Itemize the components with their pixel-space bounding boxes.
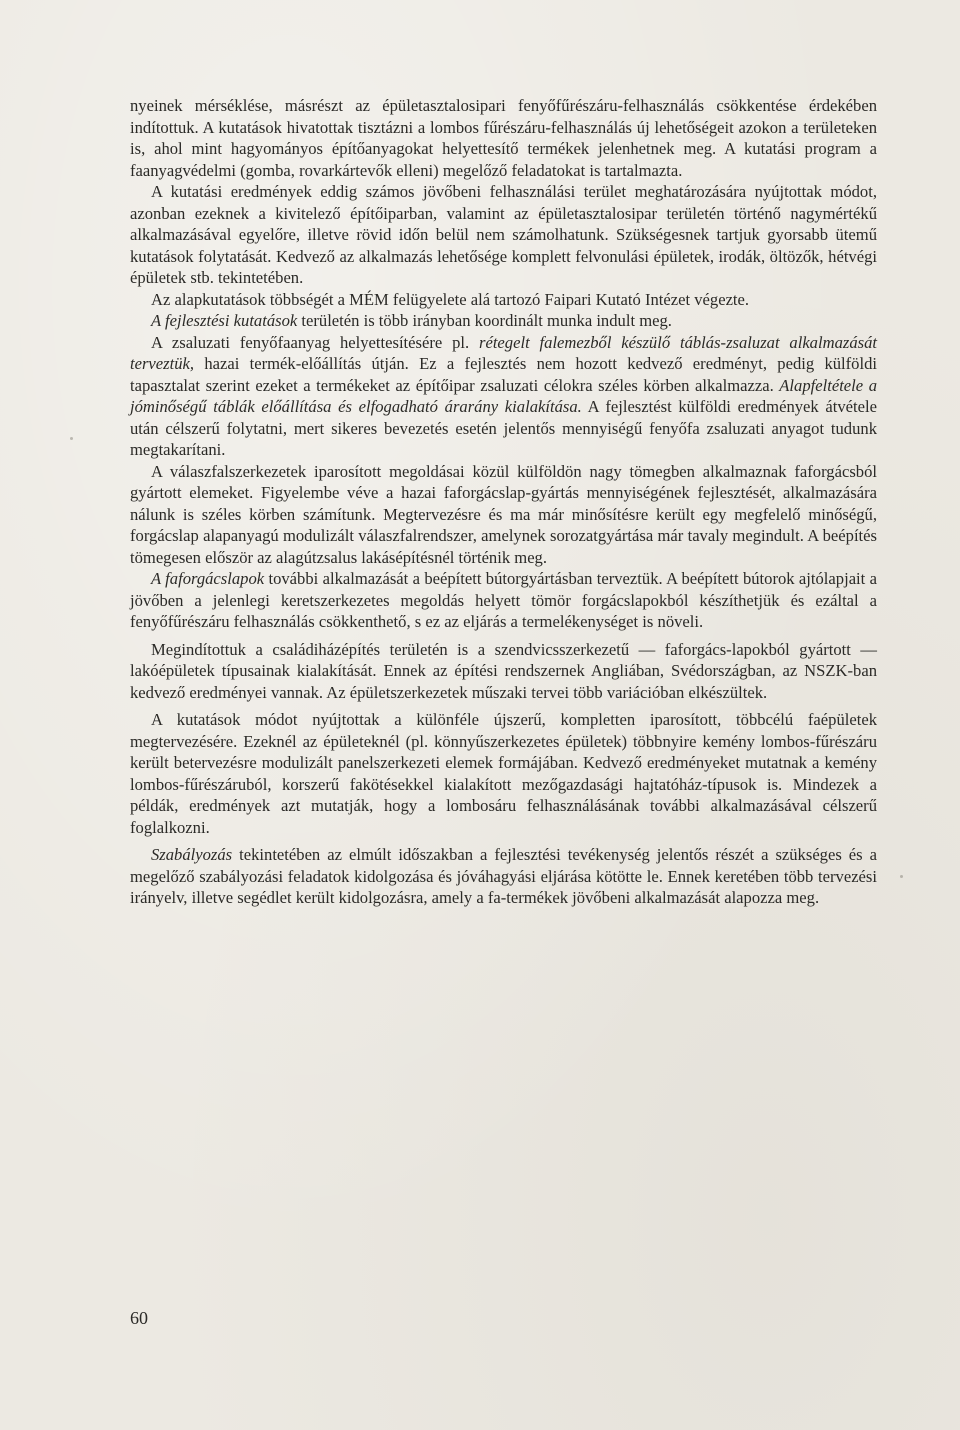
page-number: 60 — [130, 1308, 148, 1328]
italic-text-run: Szabályozás — [151, 845, 233, 864]
body-text — [130, 95, 877, 909]
italic-text-run: Alapfeltétele a jóminőségű táblák előállítása és elfogadható árarány kialakítása. — [130, 375, 877, 416]
italic-text-run: A fejlesztési kutatások — [151, 311, 298, 330]
paragraph — [130, 332, 877, 461]
paper-speck — [900, 875, 903, 878]
paragraph — [130, 95, 877, 181]
text-run: Az alapkutatások többségét a MÉM felügyelete alá tartozó Faipari Kutató Intézet végezte. — [151, 289, 750, 309]
text-run: hazai termék-előállítás útján. Ez a fejlesztés nem hozott kedvező eredményt, pedig külföldi tapasztalat szerint ezeket a termékeket az építőipar zsaluzati célokra széles körben alkalmazza. — [130, 354, 877, 395]
paper-speck — [70, 437, 73, 440]
text-run: A kutatási eredmények eddig számos jövőbeni felhasználási terület meghatározására nyújtottak módot, azonban ezeknek a kivitelező építőiparban, valamint az épületasztalosipar területén történő nagymértékű alkalmazásával egyelőre, illetve rövid időn belül nem számolhatunk. Szükségesnek tartjuk gyorsabb ütemű kutatások folytatását. Kedvező az alkalmazás lehetősége komplett felvonulási épületek, irodák, öltözők, hétvégi épületek stb. tekintetében. — [130, 182, 877, 287]
text-run: A válaszfalszerkezetek iparosított megoldásai közül külföldön nagy tömegben alkalmaznak faforgácsból gyártott elemeket. Figyelembe véve a hazai faforgácslap-gyártás mennyiségének fejlesztését, alkalmazására nálunk is széles körben számítunk. Megtervezésre és ma már minősítésre került egy megfelelő minőségű, forgácslap alapanyagú modulizált válaszfalrendszer, amelynek sorozatgyártása már tavaly megindult. A beépítés tömegesen először az alagútzsalus lakásépítésnél történik meg. — [130, 461, 877, 567]
text-run: tekintetében az elmúlt időszakban a fejlesztési tevékenység jelentős részét a szükséges és a megelőző szabályozási feladatok kidolgozása és jóváhagyási eljárása kötötte le. Ennek keretében több tervezési irányelv, illetve segédlet került kidolgozásra, amely a fa-termékek jövőbeni alkalmazását alapozza meg. — [130, 845, 877, 907]
text-run: A kutatások módot nyújtottak a különféle újszerű, kompletten iparosított, többcélú faépületek megtervezésére. Ezeknél az épületeknél (pl. könnyűszerkezetes épületek) többnyire kemény lombos-fűrészáru került betervezésre modulizált panelszerkezeti elemek formájában. Kedvező eredményeket mutatnak a kemény lombos-fűrészáruból, korszerű fakötésekkel kialakított mezőgazdasági hajtatóház-típusok is. Mindezek a példák, eredmények azt mutatják, hogy a lombosáru felhasználásának további alkalmazásával célszerű foglalkozni. — [130, 710, 877, 837]
text-run: további alkalmazását a beépített bútorgyártásban terveztük. A beépített bútorok ajtólapjait a jövőben a jelenlegi keretszerkezetes megoldás helyett tömör forgácslapokból készíthetjük és ezáltal a fenyőfűrészáru felhasználás csökkenthető, s ez az eljárás a termelékenységet is növeli. — [130, 569, 877, 631]
paragraph — [130, 310, 877, 332]
paragraph — [130, 568, 877, 633]
paragraph — [130, 461, 877, 569]
text-run: A fejlesztést külföldi eredmények átvétele után célszerű folytatni, mert sikeres bevezetés esetén jelentős mennyiségű fenyőfa zsaluzati anyagot tudunk megtakarítani. — [130, 397, 877, 459]
text-run: Megindítottuk a családiházépítés területén is a szendvicsszerkezetű — faforgács-lapokból gyártott — lakóépületek típusainak kialakítását. Ennek az építési rendszernek Angliában, Svédországban, az NSZK-ban kedvező eredményei vannak. Az épületszerkezetek műszaki tervei több variációban elkészültek. — [130, 639, 877, 702]
text-run: A zsaluzati fenyőfaanyag helyettesítésére pl. — [151, 332, 479, 352]
text-run: területén is több irányban koordinált munka indult meg. — [297, 311, 672, 330]
paragraph — [130, 289, 877, 311]
paragraph — [130, 709, 877, 838]
paragraph — [130, 639, 877, 704]
italic-text-run: rétegelt falemezből készülő táblás-zsaluzat alkalmazását terveztük, — [130, 332, 877, 373]
paragraph — [130, 844, 877, 909]
italic-text-run: A faforgácslapok — [151, 569, 265, 588]
text-run: nyeinek mérséklése, másrészt az épületasztalosipari fenyőfűrészáru-felhasználás csökkentése érdekében indítottuk. A kutatások hivatottak tisztázni a lombos fűrészáru-felhasználás új lehetőségeit azokon a területeken is, ahol mint hagyományos építőanyagokat helyettesítő termékek jelenhetnek meg. A kutatási program a faanyagvédelmi (gomba, rovarkártevők elleni) megelőző feladatokat is tartalmazta. — [130, 96, 877, 180]
paragraph — [130, 181, 877, 289]
